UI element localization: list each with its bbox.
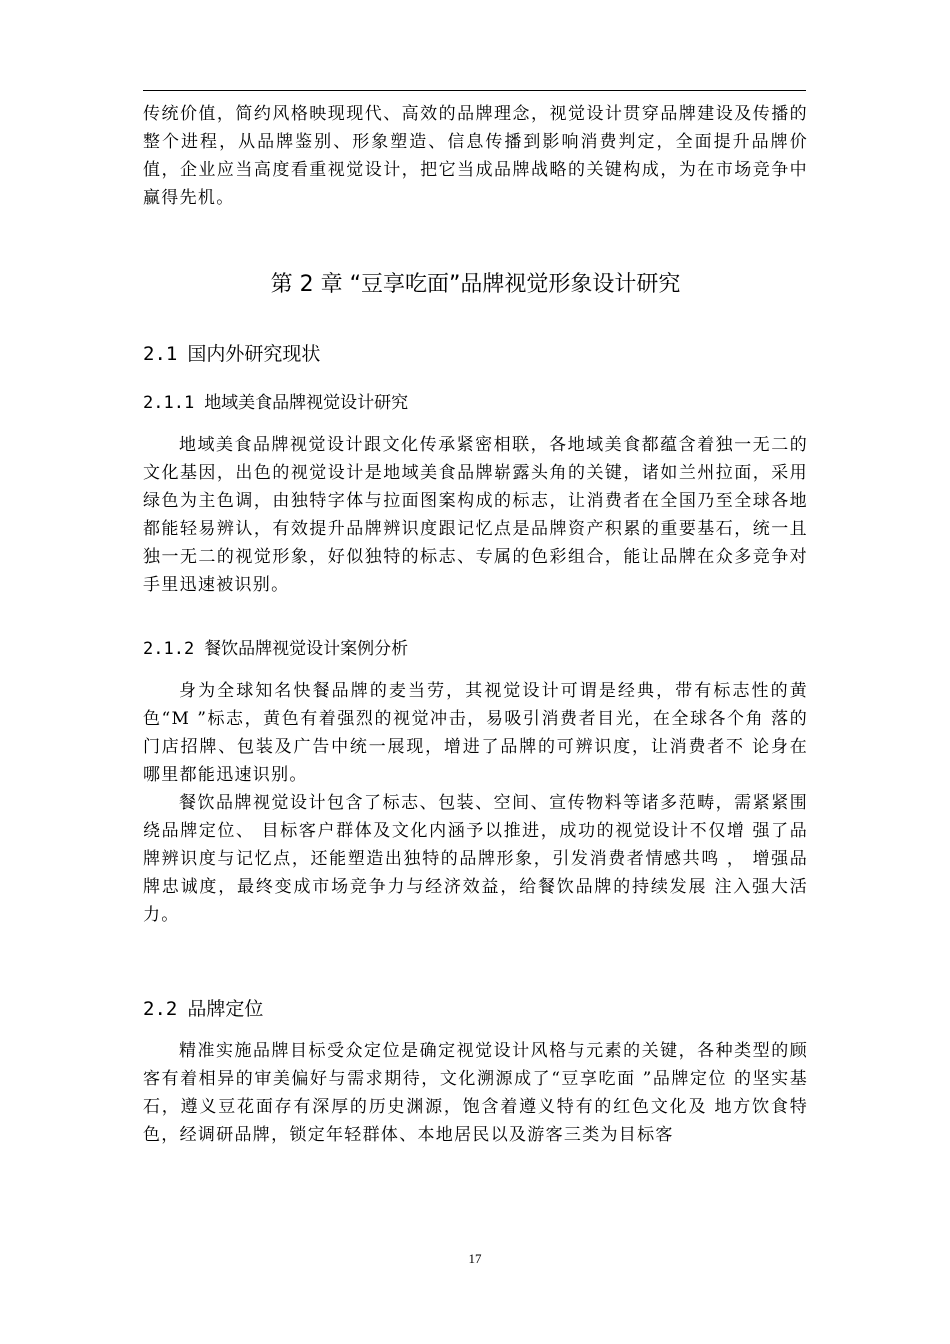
section-2-2-heading [143, 995, 263, 1023]
section-2-1-1-heading [143, 390, 408, 416]
page-number: 17 [468, 1251, 482, 1266]
continuation-paragraph: 传统价值，简约风格映现现代、高效的品牌理念，视觉设计贯穿品牌建设及传播的整个进程，从品牌鉴别、形象塑造、信息传播到影响消费判定，全面提升品牌价值，企业应当高度看重视觉设计，把它当成品牌战略的关键构成，为在市场竞争中赢得先机。 [143, 104, 808, 208]
section-2-1-2-title: 餐饮品牌视觉设计案例分析 [204, 639, 409, 659]
section-2-2-title: 品牌定位 [187, 998, 264, 1020]
section-2-1-1-paragraph: 地域美食品牌视觉设计跟文化传承紧密相联，各地域美食都蕴含着独一无二的文化基因，出色的视觉设计是地域美食品牌崭露头角的关键，诸如兰州拉面，采用绿色为主色调，由独特字体与拉面图案构成的标志，让消费者在全国乃至全球各地都能轻易辨认，有效提升品牌辨识度跟记忆点是品牌资产积累的重要基石，统一且独一无二的视觉形象，好似独特的标志、专属的色彩组合，能让品牌在众多竞争对手里迅速被识别。 [143, 435, 808, 595]
chapter-title: 第 2 章 “豆享吃面”品牌视觉形象设计研究 [270, 272, 681, 297]
section-2-1-1-number: 2.1.1 [143, 393, 195, 413]
section-2-1-2-paragraph-1: 身为全球知名快餐品牌的麦当劳，其视觉设计可谓是经典，带有标志性的黄色“M ”标志，黄色有着强烈的视觉冲击，易吸引消费者目光，在全球各个角 落的门店招牌、包装及广告中统一展现，增进了品牌的可辨识度，让消费者不 论身在哪里都能迅速识别。 [143, 681, 808, 785]
section-2-2-paragraph: 精准实施品牌目标受众定位是确定视觉设计风格与元素的关键，各种类型的顾客有着相异的审美偏好与需求期待，文化溯源成了“豆享吃面 ”品牌定位 的坚实基石，遵义豆花面存有深厚的历史渊源，饱含着遵义特有的红色文化及 地方饮食特色，经调研品牌，锁定年轻群体、本地居民以及游客三类为目标客 [143, 1041, 808, 1145]
section-2-1-heading [143, 340, 320, 368]
section-2-1-2-heading [143, 636, 408, 662]
section-2-1-2-number: 2.1.2 [143, 639, 195, 659]
section-2-1-1-title: 地域美食品牌视觉设计研究 [204, 393, 409, 413]
section-2-2-number: 2.2 [143, 998, 178, 1020]
section-2-1-number: 2.1 [143, 343, 178, 365]
header-rule [143, 90, 806, 91]
section-2-1-2-paragraph-2: 餐饮品牌视觉设计包含了标志、包装、空间、宣传物料等诸多范畴，需紧紧围绕品牌定位、 目标客户群体及文化内涵予以推进，成功的视觉设计不仅增 强了品牌辨识度与记忆点，还能塑造出独特的品牌形象，引发消费者情感共鸣 ， 增强品牌忠诚度，最终变成市场竞争力与经济效益，给餐饮品牌的持续发展 注入强大活力。 [143, 793, 808, 925]
section-2-1-title: 国内外研究现状 [187, 343, 321, 365]
